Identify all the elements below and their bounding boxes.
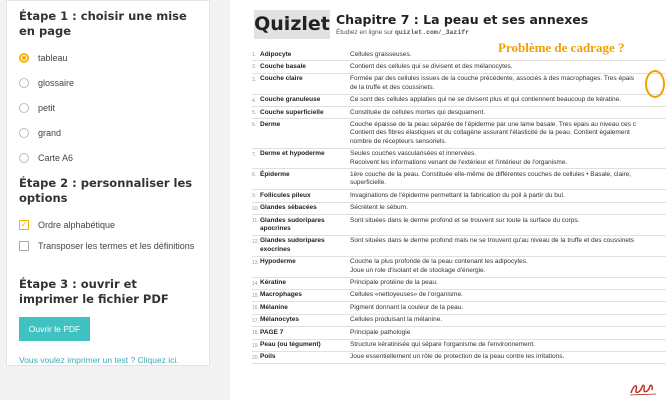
table-row: [252, 257, 666, 278]
row-number: 16.: [252, 305, 259, 312]
row-definition: Formée par des cellules issues de la couche précédente, associés à des macrophages. Tres épais de la truffe et des coussinets.: [350, 75, 634, 91]
row-term: Glandes sébacées: [260, 204, 317, 212]
row-definition: Contient des cellules qui se divisent et des mélanocytes.: [350, 62, 513, 70]
layout-option-carte-a6[interactable]: [19, 145, 197, 170]
step3-title: Étape 3 : ouvrir et imprimer le fichier PDF: [19, 277, 169, 306]
row-term: Glandes sudoripares apocrines: [260, 216, 325, 232]
table-row: [252, 236, 666, 257]
row-number: 1.: [252, 52, 257, 58]
radio[interactable]: [19, 78, 29, 88]
table-row: [252, 203, 666, 215]
row-term: Follicules pileux: [260, 191, 311, 199]
table-row: [252, 352, 666, 364]
table-row: [252, 169, 666, 190]
option-label: Transposer les termes et les définitions: [38, 241, 195, 251]
layout-option-grand[interactable]: [19, 120, 197, 145]
row-definition: Cellules graisseuses.: [350, 50, 412, 58]
row-number: 4.: [252, 97, 257, 104]
table-row: [252, 95, 666, 107]
row-number: 7.: [252, 151, 257, 158]
row-term: Couche basale: [260, 62, 306, 70]
annotation-text: Problème de cadrage ?: [498, 40, 625, 55]
radio[interactable]: [19, 103, 29, 113]
row-number: 2.: [252, 64, 257, 71]
print-settings-panel: [6, 0, 210, 366]
row-term: Adipocyte: [260, 50, 292, 58]
step2-title: Étape 2 : personnaliser les options: [19, 176, 193, 205]
annotation-circle: [645, 70, 665, 98]
row-number: 8.: [252, 172, 257, 179]
table-row: [252, 190, 666, 202]
row-number: 11.: [252, 218, 259, 225]
row-number: 20.: [252, 354, 259, 361]
open-pdf-button[interactable]: Ouvrir le PDF: [19, 317, 90, 341]
row-number: 3.: [252, 76, 257, 83]
layout-option-tableau[interactable]: [19, 45, 197, 70]
doc-header: [230, 0, 666, 39]
row-number: 19.: [252, 342, 259, 349]
row-number: 17.: [252, 317, 259, 324]
doc-subtitle-url: quizlet.com/_3azifr: [394, 29, 470, 36]
row-definition: Structure kératinisée qui sépare l'organisme de l'environnement.: [350, 341, 535, 349]
doc-subtitle: [336, 29, 588, 36]
row-definition: Principale protéine de la peau.: [350, 279, 438, 287]
checkbox[interactable]: [19, 241, 29, 251]
table-row: [252, 61, 666, 73]
row-number: 13.: [252, 259, 259, 266]
radio[interactable]: [19, 128, 29, 138]
table-row: [252, 149, 666, 170]
table-row: [252, 107, 666, 119]
signature-logo: [628, 381, 658, 397]
row-number: 15.: [252, 292, 259, 299]
row-term: PAGE 7: [260, 328, 284, 336]
row-definition: Cellules produisant la mélanine.: [350, 316, 443, 324]
row-term: Couche claire: [260, 75, 303, 83]
layout-option-label: glossaire: [38, 77, 75, 88]
radio[interactable]: [19, 153, 29, 163]
row-term: Peau (ou tégument): [260, 341, 321, 349]
row-number: 12.: [252, 238, 259, 245]
row-definition: Principale pathologie: [350, 328, 411, 336]
table-row: [252, 315, 666, 327]
row-term: Kératine: [260, 279, 287, 287]
row-term: Hypoderme: [260, 258, 296, 266]
row-term: Poils: [260, 353, 276, 361]
row-term: Macrophages: [260, 291, 302, 299]
row-term: Couche superficielle: [260, 108, 324, 116]
doc-title: Chapitre 7 : La peau et ses annexes: [336, 12, 589, 27]
row-definition: Pigment donnant la couleur de la peau.: [350, 303, 464, 311]
row-definition: Sont situées dans le derme profond mais ne se trouvent qu'au niveau de la truffe et des coussinets: [350, 237, 635, 245]
layout-option-label: petit: [38, 102, 56, 113]
table-row: [252, 327, 666, 339]
row-definition: 1ère couche de la peau. Constituée elle-même de différentes couches de cellules • Basale, claire, superficielle.: [350, 170, 632, 187]
row-term: Glandes sudoripares exocrines: [260, 237, 325, 253]
checkbox-checked[interactable]: ✓: [20, 219, 28, 229]
option-transpose[interactable]: [19, 237, 197, 267]
row-term: Épiderme: [260, 170, 290, 178]
row-number: 14.: [252, 280, 259, 287]
table-row: [252, 215, 666, 236]
row-definition: Invaginations de l'épiderme permettant la fabrication du poil à partir du bul.: [350, 191, 565, 199]
row-definition: Seules couches vascularisées et innervées. Recoivent les informations venant de l'extérieur et l'intérieur de l'organisme.: [350, 150, 568, 166]
row-number: 9.: [252, 193, 257, 200]
table-row: [252, 119, 666, 148]
layout-option-label: grand: [38, 127, 62, 138]
row-term: Derme et hypoderme: [260, 150, 325, 158]
table-row: [252, 74, 666, 95]
table-row: [252, 290, 666, 302]
row-definition: Joue essentiellement un rôle de protection de la peau contre les irritations.: [350, 353, 565, 361]
row-number: 18.: [252, 330, 259, 337]
option-label: Ordre alphabétique: [38, 219, 116, 230]
table-row: [252, 340, 666, 352]
layout-option-glossaire[interactable]: [19, 70, 197, 95]
row-term: Mélanine: [260, 303, 288, 311]
row-definition: Sont situées dans le derme profond et se trouvent sur toute la surface du corps.: [350, 216, 580, 224]
glossary-table: [252, 49, 666, 364]
row-definition: Couche la plus profonde de la peau contenant les adipocytes. Joue un role d'isolant et de stockage d'énergie.: [350, 258, 528, 274]
pdf-preview: [230, 0, 666, 400]
row-term: Couche granuleuse: [260, 96, 321, 104]
row-number: 5.: [252, 110, 257, 117]
table-row: [252, 278, 666, 290]
layout-option-label: tableau: [38, 52, 68, 63]
row-number: 10.: [252, 205, 259, 212]
layout-option-petit[interactable]: [19, 95, 197, 120]
quizlet-logo: Quizlet: [254, 10, 330, 39]
row-definition: Constituée de cellules mortes qui desquament.: [350, 108, 486, 116]
row-number: 6.: [252, 122, 257, 129]
row-term: Mélanocytes: [260, 316, 300, 324]
layout-option-label: Carte A6: [38, 152, 74, 163]
row-definition: Ce sont des cellules applaties qui ne se divisent plus et qui contiennent beaucoup de kératine.: [350, 96, 622, 104]
row-definition: Couche épaisse de la peau séparée de l'épiderme par une lame basale. Tres epais au niveau ces c Contient des fibres élastiques et du collagène assurant l'élasticité de la peau. Contient également nombre de récepteurs sensoriels.: [350, 120, 636, 145]
step1-title: Étape 1 : choisir une mise en page: [19, 9, 187, 38]
row-definition: Cellules «nettoyeuses» de l'organisme.: [350, 291, 463, 299]
row-term: Derme: [260, 120, 281, 128]
print-test-link[interactable]: Vous voulez imprimer un test ? Cliquez ici.: [19, 355, 179, 365]
option-alphabetical[interactable]: [19, 212, 197, 237]
row-definition: Sécrètent le sébum.: [350, 204, 408, 212]
radio-selected[interactable]: [19, 53, 29, 63]
table-row: [252, 302, 666, 314]
doc-subtitle-prefix: Étudiez en ligne sur: [336, 29, 394, 36]
